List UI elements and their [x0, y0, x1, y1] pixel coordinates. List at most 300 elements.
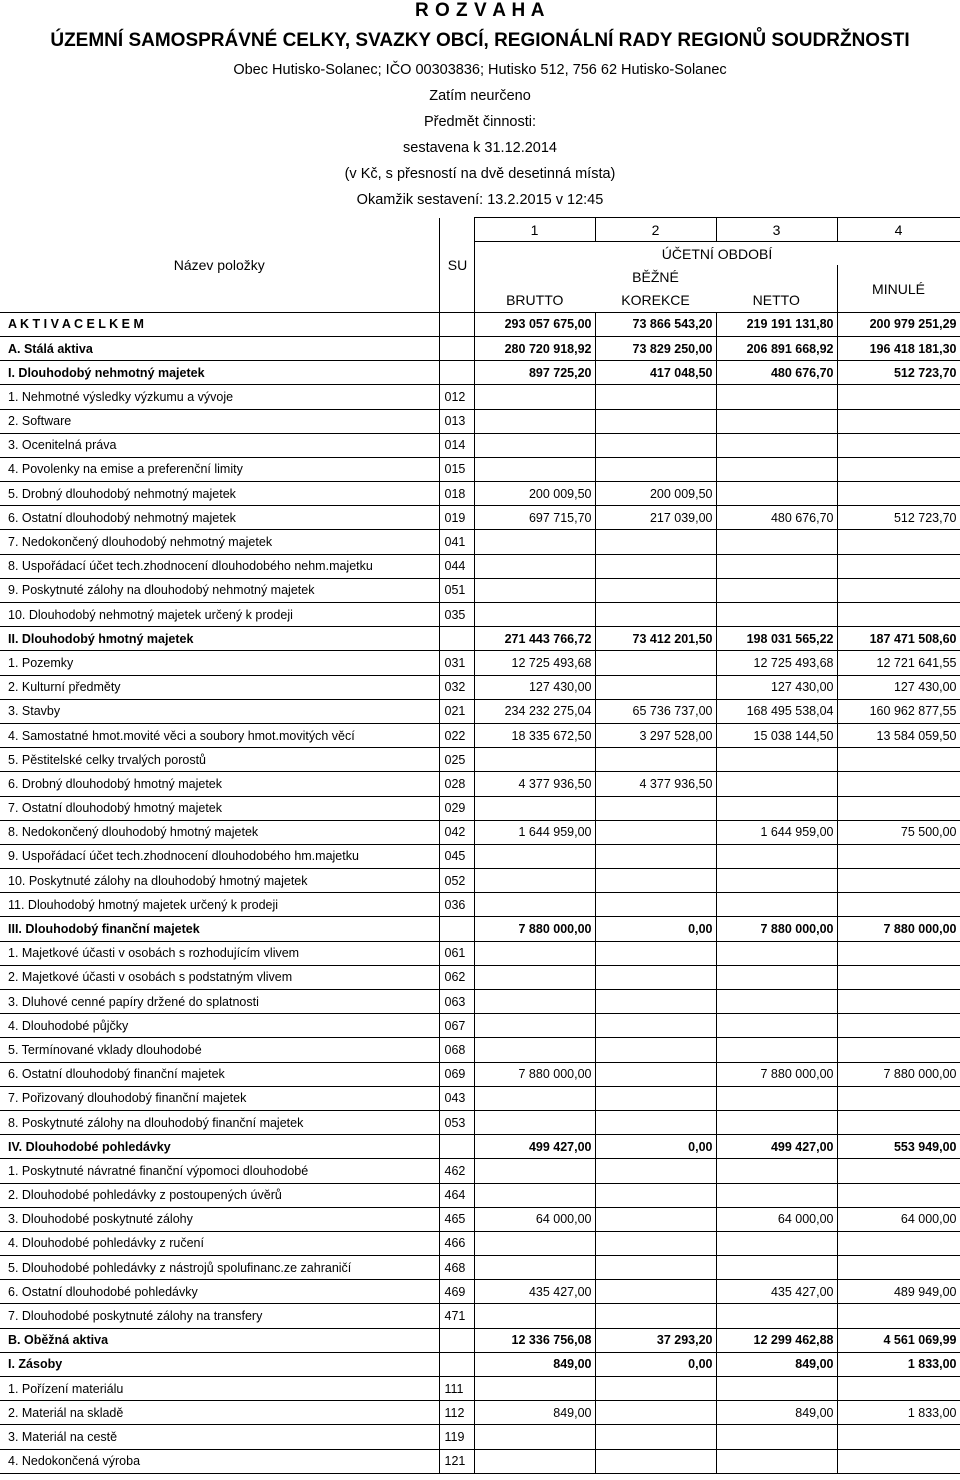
row-label: 1. Nehmotné výsledky výzkumu a vývoje [0, 385, 439, 409]
row-brutto [474, 385, 595, 409]
row-label: 3. Dlouhodobé poskytnuté zálohy [0, 1207, 439, 1231]
row-brutto: 12 725 493,68 [474, 651, 595, 675]
row-label: 6. Ostatní dlouhodobý finanční majetek [0, 1062, 439, 1086]
table-row [0, 941, 960, 965]
row-su: 022 [439, 723, 474, 747]
table-row [0, 796, 960, 820]
row-label: 5. Drobný dlouhodobý nehmotný majetek [0, 482, 439, 506]
row-brutto [474, 1183, 595, 1207]
row-su: 121 [439, 1449, 474, 1473]
table-row [0, 627, 960, 651]
row-label: 4. Dlouhodobé pohledávky z ručení [0, 1231, 439, 1255]
row-brutto: 849,00 [474, 1352, 595, 1376]
table-row [0, 820, 960, 844]
row-korekce [595, 1183, 716, 1207]
report-date: sestavena k 31.12.2014 [403, 140, 557, 156]
row-korekce [595, 1231, 716, 1255]
row-su: 112 [439, 1401, 474, 1425]
row-su [439, 1328, 474, 1352]
row-su: 119 [439, 1425, 474, 1449]
row-netto [716, 603, 837, 627]
row-brutto: 18 335 672,50 [474, 723, 595, 747]
row-previous [837, 1425, 960, 1449]
row-korekce [595, 1159, 716, 1183]
row-brutto [474, 1086, 595, 1110]
row-korekce: 73 829 250,00 [595, 336, 716, 360]
row-su: 029 [439, 796, 474, 820]
row-brutto: 280 720 918,92 [474, 336, 595, 360]
table-row [0, 1377, 960, 1401]
row-korekce [595, 1425, 716, 1449]
row-netto: 168 495 538,04 [716, 699, 837, 723]
row-netto [716, 482, 837, 506]
row-brutto: 200 009,50 [474, 482, 595, 506]
row-previous [837, 385, 960, 409]
row-previous [837, 1110, 960, 1134]
row-label: A K T I V A C E L K E M [0, 312, 439, 336]
table-row [0, 1280, 960, 1304]
row-previous [837, 844, 960, 868]
row-previous [837, 457, 960, 481]
row-netto [716, 748, 837, 772]
table-row [0, 1449, 960, 1473]
column-header-korekce: KOREKCE [621, 292, 690, 309]
row-korekce: 73 412 201,50 [595, 627, 716, 651]
row-korekce [595, 675, 716, 699]
row-brutto: 499 427,00 [474, 1135, 595, 1159]
row-previous [837, 869, 960, 893]
row-korekce [595, 603, 716, 627]
table-row [0, 361, 960, 385]
row-korekce: 0,00 [595, 1135, 716, 1159]
row-previous [837, 1086, 960, 1110]
row-netto: 480 676,70 [716, 361, 837, 385]
row-su: 013 [439, 409, 474, 433]
row-netto [716, 1183, 837, 1207]
row-label: 8. Poskytnuté zálohy na dlouhodobý finanční majetek [0, 1110, 439, 1134]
row-brutto [474, 893, 595, 917]
row-korekce: 73 866 543,20 [595, 312, 716, 336]
row-netto [716, 433, 837, 457]
table-row [0, 1401, 960, 1425]
row-brutto: 127 430,00 [474, 675, 595, 699]
column-header-name: Název položky [173, 256, 265, 273]
row-previous: 12 721 641,55 [837, 651, 960, 675]
row-label: 8. Uspořádací účet tech.zhodnocení dlouhodobého nehm.majetku [0, 554, 439, 578]
row-previous [837, 1231, 960, 1255]
row-netto [716, 1449, 837, 1473]
row-brutto [474, 530, 595, 554]
table-row [0, 723, 960, 747]
row-brutto: 849,00 [474, 1401, 595, 1425]
row-korekce [595, 820, 716, 844]
row-previous [837, 433, 960, 457]
row-previous: 512 723,70 [837, 361, 960, 385]
entity-info: Obec Hutisko-Solanec; IČO 00303836; Hutisko 512, 756 62 Hutisko-Solanec [233, 62, 727, 78]
table-row [0, 409, 960, 433]
row-su: 032 [439, 675, 474, 699]
row-label: 7. Nedokončený dlouhodobý nehmotný majetek [0, 530, 439, 554]
row-netto: 64 000,00 [716, 1207, 837, 1231]
row-su: 469 [439, 1280, 474, 1304]
column-header-su: SU [439, 218, 474, 313]
table-row [0, 699, 960, 723]
row-korekce [595, 1280, 716, 1304]
table-row [0, 1086, 960, 1110]
row-netto [716, 772, 837, 796]
row-previous: 127 430,00 [837, 675, 960, 699]
row-korekce [595, 457, 716, 481]
row-previous: 489 949,00 [837, 1280, 960, 1304]
row-korekce [595, 409, 716, 433]
row-netto [716, 1110, 837, 1134]
row-previous [837, 530, 960, 554]
column-number-4: 4 [837, 218, 960, 242]
row-previous [837, 578, 960, 602]
row-su [439, 361, 474, 385]
table-row [0, 917, 960, 941]
row-label: B. Oběžná aktiva [0, 1328, 439, 1352]
row-su: 025 [439, 748, 474, 772]
row-netto: 127 430,00 [716, 675, 837, 699]
row-su: 468 [439, 1256, 474, 1280]
row-korekce: 0,00 [595, 917, 716, 941]
row-previous [837, 1377, 960, 1401]
row-netto [716, 965, 837, 989]
row-korekce [595, 433, 716, 457]
table-row [0, 603, 960, 627]
row-brutto [474, 844, 595, 868]
row-korekce [595, 578, 716, 602]
row-korekce [595, 965, 716, 989]
row-su: 045 [439, 844, 474, 868]
row-brutto: 271 443 766,72 [474, 627, 595, 651]
row-brutto: 7 880 000,00 [474, 1062, 595, 1086]
table-row [0, 1110, 960, 1134]
row-netto [716, 1231, 837, 1255]
table-row [0, 433, 960, 457]
column-header-netto: NETTO [752, 292, 800, 309]
row-label: 5. Pěstitelské celky trvalých porostů [0, 748, 439, 772]
row-label: 9. Uspořádací účet tech.zhodnocení dlouhodobého hm.majetku [0, 844, 439, 868]
row-label: 3. Stavby [0, 699, 439, 723]
row-su: 465 [439, 1207, 474, 1231]
row-korekce [595, 1377, 716, 1401]
row-netto [716, 1304, 837, 1328]
row-netto: 15 038 144,50 [716, 723, 837, 747]
row-netto: 12 725 493,68 [716, 651, 837, 675]
row-netto: 849,00 [716, 1352, 837, 1376]
row-korekce [595, 1256, 716, 1280]
row-label: I. Dlouhodobý nehmotný majetek [0, 361, 439, 385]
row-korekce [595, 844, 716, 868]
row-korekce [595, 385, 716, 409]
row-previous: 1 833,00 [837, 1401, 960, 1425]
row-brutto [474, 965, 595, 989]
table-row [0, 1352, 960, 1376]
row-korekce [595, 990, 716, 1014]
row-su: 052 [439, 869, 474, 893]
row-brutto [474, 1159, 595, 1183]
row-previous [837, 603, 960, 627]
row-brutto [474, 1231, 595, 1255]
row-label: 3. Dluhové cenné papíry držené do splatnosti [0, 990, 439, 1014]
row-previous [837, 748, 960, 772]
row-previous [837, 1038, 960, 1062]
column-number-2: 2 [595, 218, 716, 242]
row-previous: 13 584 059,50 [837, 723, 960, 747]
row-korekce [595, 530, 716, 554]
row-korekce [595, 796, 716, 820]
row-previous [837, 1014, 960, 1038]
row-su: 063 [439, 990, 474, 1014]
row-previous [837, 796, 960, 820]
table-row [0, 1159, 960, 1183]
row-previous [837, 554, 960, 578]
row-su: 111 [439, 1377, 474, 1401]
row-previous [837, 990, 960, 1014]
undetermined-note: Zatím neurčeno [429, 88, 531, 104]
row-label: 7. Dlouhodobé poskytnuté zálohy na transfery [0, 1304, 439, 1328]
table-row [0, 506, 960, 530]
row-brutto [474, 990, 595, 1014]
row-netto: 480 676,70 [716, 506, 837, 530]
row-netto: 499 427,00 [716, 1135, 837, 1159]
row-netto [716, 990, 837, 1014]
row-brutto: 234 232 275,04 [474, 699, 595, 723]
row-label: 5. Termínované vklady dlouhodobé [0, 1038, 439, 1062]
row-brutto: 12 336 756,08 [474, 1328, 595, 1352]
table-row [0, 312, 960, 336]
row-su: 035 [439, 603, 474, 627]
row-netto: 7 880 000,00 [716, 917, 837, 941]
row-netto [716, 1425, 837, 1449]
row-label: 1. Majetkové účasti v osobách s rozhodujícím vlivem [0, 941, 439, 965]
row-su: 044 [439, 554, 474, 578]
row-brutto: 4 377 936,50 [474, 772, 595, 796]
row-label: 4. Povolenky na emise a preferenční limity [0, 457, 439, 481]
table-row [0, 844, 960, 868]
table-row [0, 1062, 960, 1086]
table-row [0, 748, 960, 772]
row-netto: 12 299 462,88 [716, 1328, 837, 1352]
row-su [439, 1135, 474, 1159]
row-label: 2. Dlouhodobé pohledávky z postoupených úvěrů [0, 1183, 439, 1207]
column-header-period: ÚČETNÍ OBDOBÍ [474, 242, 960, 266]
table-row [0, 869, 960, 893]
row-su: 471 [439, 1304, 474, 1328]
row-label: 7. Pořizovaný dlouhodobý finanční majetek [0, 1086, 439, 1110]
row-korekce [595, 651, 716, 675]
row-previous [837, 1183, 960, 1207]
row-label: 1. Pozemky [0, 651, 439, 675]
column-number-1: 1 [474, 218, 595, 242]
row-korekce [595, 1207, 716, 1231]
row-previous [837, 772, 960, 796]
row-netto [716, 1086, 837, 1110]
row-netto [716, 578, 837, 602]
row-label: 6. Ostatní dlouhodobý nehmotný majetek [0, 506, 439, 530]
row-label: 2. Software [0, 409, 439, 433]
row-korekce [595, 1038, 716, 1062]
report-subtitle: ÚZEMNÍ SAMOSPRÁVNÉ CELKY, SVAZKY OBCÍ, REGIONÁLNÍ RADY REGIONŮ SOUDRŽNOSTI [50, 30, 910, 51]
row-label: 6. Drobný dlouhodobý hmotný majetek [0, 772, 439, 796]
row-netto [716, 1256, 837, 1280]
row-su: 043 [439, 1086, 474, 1110]
row-su: 028 [439, 772, 474, 796]
row-label: 4. Samostatné hmot.movité věci a soubory hmot.movitých věcí [0, 723, 439, 747]
row-korekce [595, 941, 716, 965]
row-brutto [474, 1377, 595, 1401]
row-korekce: 37 293,20 [595, 1328, 716, 1352]
row-brutto [474, 1449, 595, 1473]
row-previous: 512 723,70 [837, 506, 960, 530]
row-su: 466 [439, 1231, 474, 1255]
row-netto [716, 941, 837, 965]
row-label: 9. Poskytnuté zálohy na dlouhodobý nehmotný majetek [0, 578, 439, 602]
row-netto [716, 409, 837, 433]
row-netto [716, 844, 837, 868]
table-row [0, 990, 960, 1014]
row-brutto [474, 796, 595, 820]
table-row [0, 651, 960, 675]
row-previous [837, 409, 960, 433]
row-su: 012 [439, 385, 474, 409]
row-previous: 160 962 877,55 [837, 699, 960, 723]
row-brutto: 1 644 959,00 [474, 820, 595, 844]
row-korekce: 4 377 936,50 [595, 772, 716, 796]
created-timestamp: Okamžik sestavení: 13.2.2015 v 12:45 [356, 192, 604, 208]
row-previous [837, 1159, 960, 1183]
row-netto [716, 457, 837, 481]
row-previous: 75 500,00 [837, 820, 960, 844]
row-su [439, 312, 474, 336]
table-row [0, 1328, 960, 1352]
table-row [0, 1183, 960, 1207]
row-su: 036 [439, 893, 474, 917]
row-korekce [595, 1401, 716, 1425]
row-su: 053 [439, 1110, 474, 1134]
table-row [0, 1304, 960, 1328]
table-row [0, 1038, 960, 1062]
row-previous: 7 880 000,00 [837, 917, 960, 941]
table-row [0, 336, 960, 360]
row-su: 462 [439, 1159, 474, 1183]
row-netto [716, 1159, 837, 1183]
row-korekce: 0,00 [595, 1352, 716, 1376]
row-netto: 849,00 [716, 1401, 837, 1425]
row-label: 10. Poskytnuté zálohy na dlouhodobý hmotný majetek [0, 869, 439, 893]
column-number-3: 3 [716, 218, 837, 242]
row-netto: 1 644 959,00 [716, 820, 837, 844]
row-brutto [474, 603, 595, 627]
row-previous: 64 000,00 [837, 1207, 960, 1231]
row-su [439, 917, 474, 941]
row-brutto [474, 1038, 595, 1062]
row-korekce [595, 1062, 716, 1086]
row-su: 067 [439, 1014, 474, 1038]
activity-label: Předmět činnosti: [423, 114, 537, 130]
row-previous: 200 979 251,29 [837, 312, 960, 336]
row-brutto [474, 1110, 595, 1134]
row-previous [837, 1449, 960, 1473]
table-row [0, 1207, 960, 1231]
table-row [0, 1256, 960, 1280]
row-brutto: 64 000,00 [474, 1207, 595, 1231]
row-label: 3. Ocenitelná práva [0, 433, 439, 457]
row-brutto [474, 1256, 595, 1280]
column-header-previous: MINULÉ [837, 265, 960, 312]
row-korekce: 65 736 737,00 [595, 699, 716, 723]
row-korekce [595, 1304, 716, 1328]
row-brutto [474, 457, 595, 481]
row-netto [716, 1377, 837, 1401]
row-label: 2. Materiál na skladě [0, 1401, 439, 1425]
row-previous: 4 561 069,99 [837, 1328, 960, 1352]
row-brutto [474, 578, 595, 602]
row-label: I. Zásoby [0, 1352, 439, 1376]
row-netto [716, 554, 837, 578]
units-note: (v Kč, s přesností na dvě desetinná místa) [344, 166, 616, 182]
column-header-current: BĚŽNÉ [474, 265, 837, 288]
row-previous [837, 1256, 960, 1280]
balance-sheet-table [0, 217, 960, 1474]
row-su: 015 [439, 457, 474, 481]
row-netto: 206 891 668,92 [716, 336, 837, 360]
row-korekce [595, 1449, 716, 1473]
row-su: 042 [439, 820, 474, 844]
row-netto [716, 1014, 837, 1038]
row-label: II. Dlouhodobý hmotný majetek [0, 627, 439, 651]
row-previous [837, 941, 960, 965]
row-korekce: 417 048,50 [595, 361, 716, 385]
row-su: 018 [439, 482, 474, 506]
row-korekce [595, 748, 716, 772]
row-label: 2. Majetkové účasti v osobách s podstatným vlivem [0, 965, 439, 989]
row-korekce [595, 893, 716, 917]
row-netto: 7 880 000,00 [716, 1062, 837, 1086]
row-previous: 1 833,00 [837, 1352, 960, 1376]
row-korekce: 217 039,00 [595, 506, 716, 530]
row-previous [837, 965, 960, 989]
table-row [0, 1135, 960, 1159]
row-label: A. Stálá aktiva [0, 336, 439, 360]
row-previous: 187 471 508,60 [837, 627, 960, 651]
row-netto [716, 893, 837, 917]
table-row [0, 772, 960, 796]
row-previous: 7 880 000,00 [837, 1062, 960, 1086]
row-su: 062 [439, 965, 474, 989]
table-row [0, 1425, 960, 1449]
row-previous: 196 418 181,30 [837, 336, 960, 360]
row-su [439, 1352, 474, 1376]
row-netto [716, 869, 837, 893]
row-su [439, 627, 474, 651]
row-label: IV. Dlouhodobé pohledávky [0, 1135, 439, 1159]
row-brutto: 897 725,20 [474, 361, 595, 385]
row-brutto [474, 941, 595, 965]
report-title: R O Z V A H A [415, 0, 545, 21]
column-header-brutto: BRUTTO [474, 289, 595, 313]
table-row [0, 893, 960, 917]
table-row [0, 675, 960, 699]
row-brutto [474, 1014, 595, 1038]
row-brutto [474, 869, 595, 893]
row-su: 068 [439, 1038, 474, 1062]
column-number-row [0, 218, 960, 242]
row-label: 5. Dlouhodobé pohledávky z nástrojů spolufinanc.ze zahraničí [0, 1256, 439, 1280]
row-netto: 219 191 131,80 [716, 312, 837, 336]
